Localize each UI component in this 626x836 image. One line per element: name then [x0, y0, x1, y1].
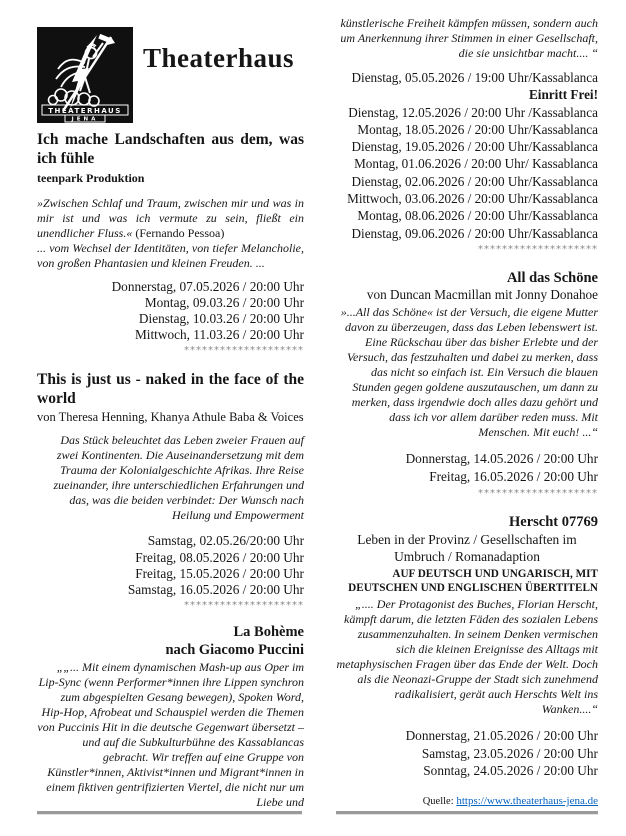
date-line: Donnerstag, 07.05.2026 / 20:00 Uhr — [111, 278, 304, 294]
left-column — [37, 14, 304, 836]
event-title-this-is-just-us: This is just us - naked in the face of the world — [37, 370, 304, 407]
date-line: Montag, 01.06.2026 / 20:00 Uhr/ Kassablanca — [354, 156, 598, 172]
date-line: Mittwoch, 03.06.2026 / 20:00 Uhr/Kassablanca — [347, 190, 598, 206]
event-description: »...All das Schöne« ist der Versuch, die eigene Mutter davon zu überzeugen, dass das Leben lebenswert ist. Eine Rückschau über das bisher Erlebte und der Versuch, das festzuhalten und dabei zu merken, dass das nicht so einfach ist. Ein Versuch die blauen Stunden gegen goldene auszutauschen, um dann zu merken, dass irgendwie doch alles dazu gehört und dass ich vor allem darüber reden muss. Mit Menschen. Mit euch! ...“ — [340, 305, 598, 440]
dates-list-schoene — [336, 450, 598, 485]
event-authors: von Theresa Henning, Khanya Athule Baba & Voices — [37, 410, 304, 425]
date-line: Sonntag, 24.05.2026 / 20:00 Uhr — [423, 763, 598, 778]
source-label: Quelle: — [422, 796, 454, 808]
date-line: Montag, 18.05.2026 / 20:00 Uhr/Kassablanca — [357, 121, 598, 137]
quote-attribution: (Fernando Pessoa) — [132, 225, 225, 240]
event-title-ich-mache-landschaften: Ich mache Landschaften aus dem, was ich fühle — [37, 131, 304, 167]
source-line — [336, 795, 598, 807]
event-genre-note: Leben in der Provinz / Gesellschaften im Umbruch / Romanadaption — [357, 532, 577, 565]
date-line: Dienstag, 09.06.2026 / 20:00 Uhr/Kassablanca — [351, 225, 598, 241]
date-line: Montag, 08.06.2026 / 20:00 Uhr/Kassablanca — [357, 208, 598, 224]
separator: ******************** — [184, 599, 304, 611]
event-note: ... vom Wechsel der Identitäten, von tiefer Melancholie, von großen Phantasien und kleinen Freuden. ... — [37, 240, 304, 270]
event-description: Das Stück beleuchtet das Leben zweier Frauen auf zwei Kontinenten. Die Auseinandersetzung mit dem Trauma der Kolonialgeschichte Afrikas. Ihre Reise zueinander, ihre unterschiedlichen Erfahrungen und das, was die beiden verbindet: Der Wunsch nach Heilung und Empowerment — [53, 433, 304, 523]
theaterhaus-jena-logo — [37, 27, 133, 123]
source-link[interactable]: https://www.theaterhaus-jena.de — [456, 795, 598, 808]
page-title: Theaterhaus — [142, 43, 294, 73]
date-line: Dienstag, 10.03.26 / 20:00 Uhr — [138, 310, 304, 326]
free-admission-note: Einritt Frei! — [529, 87, 598, 103]
logo-text-jena: JENA — [71, 116, 99, 123]
quote-text: »Zwischen Schlaf und Traum, zwischen mir und was in mir ist und was ich vermute zu sein, fließt ein unendlicher Fluss.« — [37, 195, 304, 240]
dates-list-s2 — [37, 533, 304, 597]
date-line: Samstag, 23.05.2026 / 20:00 Uhr — [421, 745, 598, 761]
event-title-la-boheme: La Bohème — [233, 624, 304, 641]
logo-text-theaterhaus: THEATERHAUS — [48, 107, 122, 115]
date-line-premiere: Dienstag, 05.05.2026 / 19:00 Uhr/Kassablanca — [351, 70, 598, 85]
event-description: „.... Der Protagonist des Buches, Florian Herscht, kämpft darum, die letzten Fäden des sozialen Lebens zusammenzuhalten. In seinem Denken vermischen sich die kleinen Ereignisse des Alltags mit metaphysischen Fragen über das Ende der Welt. Doch als die Neonazi-Gruppe der Stadt sich zunehmend radikalisiert, gerät auch Herschts Welt ins Wanken....“ — [336, 597, 598, 717]
date-line: Montag, 09.03.26 / 20:00 Uhr — [144, 294, 304, 310]
date-line: Samstag, 16.05.2026 / 20:00 Uhr — [127, 581, 304, 597]
footer-rule-left — [37, 811, 302, 815]
dates-list-boheme — [336, 69, 598, 242]
footer-rule-right — [336, 811, 598, 815]
event-description-continued: künstlerische Freiheit kämpfen müssen, sondern auch um Anerkennung ihrer Stimmen in einer Gesellschaft, die sie unsichtbar macht.... “ — [340, 16, 598, 60]
event-title-all-das-schoene: All das Schöne — [506, 270, 598, 287]
event-quote — [37, 196, 304, 241]
date-line: Dienstag, 19.05.2026 / 20:00 Uhr/Kassablanca — [351, 139, 598, 155]
date-line: Freitag, 08.05.2026 / 20:00 Uhr — [135, 549, 304, 565]
event-producer: teenpark Produktion — [37, 170, 145, 185]
date-line: Freitag, 15.05.2026 / 20:00 Uhr — [135, 565, 304, 581]
event-composer: nach Giacomo Puccini — [165, 642, 304, 659]
dates-list-s1 — [37, 279, 304, 343]
date-line: Mittwoch, 11.03.26 / 20:00 Uhr — [134, 327, 304, 343]
date-line: Donnerstag, 14.05.2026 / 20:00 Uhr — [405, 451, 598, 467]
event-description: „„... Mit einem dynamischen Mash-up aus Oper im Lip-Sync (wenn Performer*innen ihre Lippen synchron zum abgespielten Gesang bewegen), Spoken Word, Hip-Hop, Afrobeat und Schauspiel werden die Themen von Puccinis Hit in die deutsche Gegenwart übersetzt – und auf die Subkulturbühne des Kassablancas gebracht. Wir treffen auf eine Gruppe von Künstler*innen, Aktivist*innen und Migrant*innen in einem fiktiven gentrifizierten Viertel, die nicht nur um Liebe und — [37, 659, 304, 809]
event-authors: von Duncan Macmillan mit Jonny Donahoe — [366, 287, 598, 303]
header — [37, 27, 304, 123]
right-column — [336, 14, 598, 836]
dates-list-herscht — [336, 727, 598, 779]
separator: ******************** — [478, 243, 598, 255]
date-line: Dienstag, 12.05.2026 / 20:00 Uhr /Kassablanca — [348, 104, 598, 120]
event-language-note: AUF DEUTSCH UND UNGARISCH, MIT DEUTSCHEN UND ENGLISCHEN ÜBERTITELN — [348, 568, 598, 595]
date-line: Donnerstag, 21.05.2026 / 20:00 Uhr — [405, 728, 598, 744]
date-line: Dienstag, 02.06.2026 / 20:00 Uhr/Kassablanca — [351, 173, 598, 189]
event-title-herscht-07769: Herscht 07769 — [509, 514, 598, 531]
date-line: Samstag, 02.05.26/20:00 Uhr — [147, 533, 304, 549]
angel-lightning-icon — [37, 27, 133, 123]
separator: ******************** — [184, 345, 304, 357]
separator: ******************** — [478, 487, 598, 499]
date-line: Freitag, 16.05.2026 / 20:00 Uhr — [429, 469, 598, 485]
